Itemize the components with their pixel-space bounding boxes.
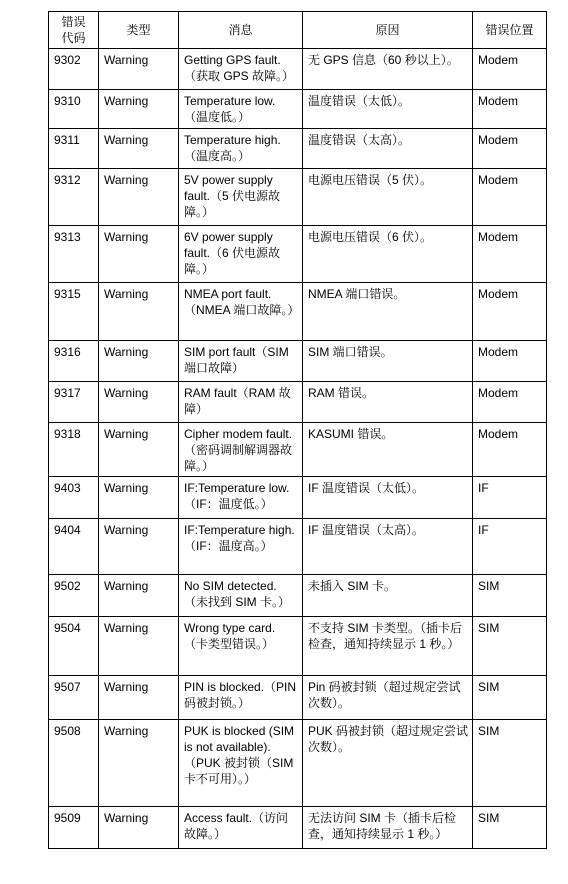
cell-reason: IF 温度错误（太低）。 <box>303 477 473 519</box>
cell-message: PUK is blocked (SIM is not available).（PUK 被封锁（SIM 卡不可用）。） <box>179 720 303 807</box>
cell-reason: 温度错误（太低）。 <box>303 90 473 129</box>
cell-message: No SIM detected.（未找到 SIM 卡。） <box>179 575 303 617</box>
cell-message: IF:Temperature low.（IF：温度低。） <box>179 477 303 519</box>
cell-location: Modem <box>473 226 547 283</box>
cell-location: IF <box>473 477 547 519</box>
table-row <box>49 477 547 519</box>
cell-code: 9507 <box>49 676 99 720</box>
cell-location: Modem <box>473 169 547 226</box>
cell-location: IF <box>473 519 547 575</box>
cell-message: Access fault.（访问故障。） <box>179 807 303 849</box>
table-row <box>49 720 547 807</box>
cell-code: 9318 <box>49 423 99 477</box>
cell-message: RAM fault（RAM 故障） <box>179 382 303 423</box>
cell-reason: 不支持 SIM 卡类型。（插卡后检查，通知持续显示 1 秒。） <box>303 617 473 676</box>
table-row <box>49 575 547 617</box>
cell-type: Warning <box>99 90 179 129</box>
cell-message: Wrong type card.（卡类型错误。） <box>179 617 303 676</box>
cell-reason: SIM 端口错误。 <box>303 341 473 382</box>
cell-type: Warning <box>99 129 179 169</box>
cell-location: Modem <box>473 90 547 129</box>
cell-code: 9502 <box>49 575 99 617</box>
table-row <box>49 676 547 720</box>
cell-location: SIM <box>473 807 547 849</box>
table-row <box>49 423 547 477</box>
cell-reason: 无 GPS 信息（60 秒以上）。 <box>303 49 473 90</box>
cell-message: PIN is blocked.（PIN 码被封锁。） <box>179 676 303 720</box>
cell-type: Warning <box>99 423 179 477</box>
cell-location: Modem <box>473 341 547 382</box>
cell-type: Warning <box>99 169 179 226</box>
cell-code: 9403 <box>49 477 99 519</box>
cell-location: Modem <box>473 49 547 90</box>
cell-reason: 未插入 SIM 卡。 <box>303 575 473 617</box>
cell-code: 9504 <box>49 617 99 676</box>
cell-message: Getting GPS fault.（获取 GPS 故障。） <box>179 49 303 90</box>
cell-reason: IF 温度错误（太高）。 <box>303 519 473 575</box>
cell-reason: RAM 错误。 <box>303 382 473 423</box>
cell-location: Modem <box>473 423 547 477</box>
cell-code: 9312 <box>49 169 99 226</box>
cell-code: 9508 <box>49 720 99 807</box>
cell-type: Warning <box>99 807 179 849</box>
cell-message: IF:Temperature high.（IF：温度高。） <box>179 519 303 575</box>
cell-type: Warning <box>99 519 179 575</box>
cell-type: Warning <box>99 283 179 341</box>
cell-type: Warning <box>99 575 179 617</box>
table-row <box>49 341 547 382</box>
cell-code: 9311 <box>49 129 99 169</box>
cell-message: NMEA port fault.（NMEA 端口故障。） <box>179 283 303 341</box>
cell-type: Warning <box>99 477 179 519</box>
cell-reason: NMEA 端口错误。 <box>303 283 473 341</box>
cell-location: SIM <box>473 575 547 617</box>
cell-type: Warning <box>99 617 179 676</box>
cell-code: 9509 <box>49 807 99 849</box>
cell-message: SIM port fault（SIM 端口故障） <box>179 341 303 382</box>
cell-type: Warning <box>99 49 179 90</box>
cell-message: 6V power supply fault.（6 伏电源故障。） <box>179 226 303 283</box>
cell-type: Warning <box>99 226 179 283</box>
cell-location: SIM <box>473 676 547 720</box>
header-code: 错误 代码 <box>49 12 99 49</box>
header-type: 类型 <box>99 12 179 49</box>
cell-code: 9313 <box>49 226 99 283</box>
cell-reason: PUK 码被封锁（超过规定尝试次数）。 <box>303 720 473 807</box>
cell-reason: 电源电压错误（5 伏）。 <box>303 169 473 226</box>
cell-reason: Pin 码被封锁（超过规定尝试次数）。 <box>303 676 473 720</box>
header-row <box>49 12 547 49</box>
cell-code: 9315 <box>49 283 99 341</box>
cell-message: Cipher modem fault.（密码调制解调器故障。） <box>179 423 303 477</box>
cell-message: 5V power supply fault.（5 伏电源故障。） <box>179 169 303 226</box>
cell-code: 9404 <box>49 519 99 575</box>
cell-reason: 无法访问 SIM 卡（插卡后检查，通知持续显示 1 秒。） <box>303 807 473 849</box>
header-message: 消息 <box>179 12 303 49</box>
table-row <box>49 129 547 169</box>
table-row <box>49 519 547 575</box>
table-row <box>49 169 547 226</box>
table-row <box>49 807 547 849</box>
cell-type: Warning <box>99 382 179 423</box>
cell-location: Modem <box>473 382 547 423</box>
table-row <box>49 226 547 283</box>
cell-reason: KASUMI 错误。 <box>303 423 473 477</box>
cell-type: Warning <box>99 341 179 382</box>
table-row <box>49 382 547 423</box>
cell-code: 9302 <box>49 49 99 90</box>
cell-code: 9316 <box>49 341 99 382</box>
table-row <box>49 283 547 341</box>
error-code-table <box>48 11 547 849</box>
cell-reason: 电源电压错误（6 伏）。 <box>303 226 473 283</box>
table-row <box>49 90 547 129</box>
cell-location: Modem <box>473 283 547 341</box>
cell-reason: 温度错误（太高）。 <box>303 129 473 169</box>
cell-message: Temperature high.（温度高。） <box>179 129 303 169</box>
cell-type: Warning <box>99 676 179 720</box>
cell-location: SIM <box>473 720 547 807</box>
cell-location: Modem <box>473 129 547 169</box>
table-row <box>49 617 547 676</box>
header-location: 错误位置 <box>473 12 547 49</box>
header-reason: 原因 <box>303 12 473 49</box>
table-row <box>49 49 547 90</box>
cell-message: Temperature low.（温度低。） <box>179 90 303 129</box>
cell-code: 9317 <box>49 382 99 423</box>
cell-code: 9310 <box>49 90 99 129</box>
cell-location: SIM <box>473 617 547 676</box>
cell-type: Warning <box>99 720 179 807</box>
